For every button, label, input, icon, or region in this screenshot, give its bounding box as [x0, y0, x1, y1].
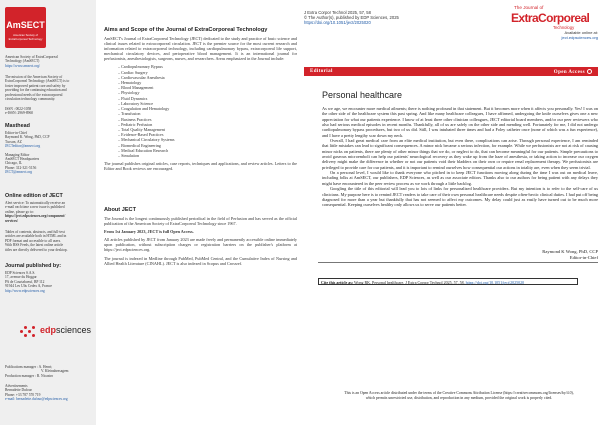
- open-access-line: From 1st January 2023, JECT is full Open Access.: [104, 229, 194, 235]
- topic-item: – Cardiopulmonary Bypass: [118, 64, 163, 70]
- topic-item: – Laboratory Science: [118, 100, 154, 106]
- edp-word: sciences: [56, 325, 92, 335]
- aims-heading: Aims and Scope of the Journal of ExtraCorporeal Technology: [104, 27, 268, 33]
- topics-list: [104, 64, 297, 158]
- signature-name: Raymond K Wong, PhD, CCP: [542, 249, 598, 254]
- toc-line: titles are directly delivered to your desktop.: [5, 247, 68, 252]
- managing-email-link[interactable]: JECT@amsect.org: [5, 170, 33, 175]
- managing-city: Chicago, IL: [5, 161, 23, 166]
- alert-line: Alert service: To automatically receive an: [5, 201, 66, 205]
- alert-heading: Online edition of JECT: [5, 193, 63, 199]
- managers-block: [5, 365, 93, 378]
- topic-item: – Business Practices: [118, 116, 152, 122]
- journal-citation: J Extra Corpor Technol 2025, 57, 58: [304, 10, 371, 15]
- available-label: Available online at:: [564, 30, 598, 35]
- advertisement-heading: Advertisements: [5, 384, 28, 388]
- published-heading: Journal published by:: [5, 263, 62, 269]
- doi-link[interactable]: https://doi.org/10.1051/ject/2025020: [304, 20, 371, 25]
- society-block: [5, 55, 93, 68]
- advertisement-block: [5, 384, 93, 402]
- open-access-icon: [587, 69, 592, 74]
- alert-url-link[interactable]: https://ject.edpsciences.org/component/: [5, 214, 66, 219]
- topic-item: – Pediatric Perfusion: [118, 121, 153, 127]
- article-paragraph: On a personal level, I would like to thank everyone who pitched in to keep JECT functions moving along during the time I was out on medical leave, including folks at AmSECT, our publishers, EDP Sciences, as well as our associate editors. Thanks also to our authors for being patient with any delays they might have encountered in the peer review process as we work through a little backlog.: [322, 170, 598, 186]
- alert-line: online, please go to:: [5, 209, 34, 214]
- available-url-link[interactable]: ject.edpsciences.org: [561, 34, 598, 40]
- editor-name: Raymond K. Wong, PhD, CCP: [5, 135, 50, 140]
- masthead-heading: Masthead: [5, 123, 30, 129]
- license-line: This is an Open Access article distributed under the terms of the Creative Commons Attribution License (https://creativecommons.org/licenses/by/4.0),: [344, 391, 574, 395]
- topic-item: – Physiology: [118, 90, 140, 96]
- issn: ISSN : 0022-1058: [5, 107, 32, 111]
- publisher-line: PA de Courtaboeuf, BP 112: [5, 279, 45, 284]
- aims-closing: The journal publishes original articles, case reports, techniques and applications, and review articles. Letters to the Editor and Book reviews are encouraged.: [104, 161, 297, 172]
- divider: [318, 262, 598, 263]
- topic-item: – Cardiac Surgery: [118, 69, 148, 75]
- open-access-label: Open Access: [553, 70, 585, 75]
- amsect-logo-text: AmSECT: [6, 20, 45, 30]
- topic-item: – Biomedical Engineering: [118, 142, 161, 148]
- alert-line: e-mail each time a new issue is published: [5, 205, 65, 210]
- amsect-logo: [5, 7, 46, 48]
- license-line: which permits unrestricted use, distribution, and reproduction in any medium, provided the original work is properly cited.: [365, 395, 553, 400]
- about-paragraph: The Journal is the longest continuously published periodical in the field of Perfusion and has served as the official publication of the American Society of ExtraCorporeal Technology since 1967.: [104, 216, 297, 227]
- topic-item: – Mechanical Circulatory Systems: [118, 137, 175, 143]
- signature-role: Editor-in-Chief: [569, 255, 598, 260]
- editor-role: Editor-in-Chief: [5, 131, 28, 135]
- amsect-logo-subtitle: American Society of ExtraCorporeal Technology: [8, 33, 43, 41]
- mission-block: [5, 75, 93, 101]
- article-paragraph: Overall, I had great medical care from an elite medical institution, but even there, complications can arise. Through personal experience, I am reminded that little mistakes can lead to significant consequences. A minor nick became a serious infection, for example. While we perfusionists are not at risk of causing minor nicks on patients, there are plenty of other minor things that we do, or neglect to do, that can become meaningful for our patients. Simple precautions to avoid gaseous microemboli can help our patients' neurological recovery as they wake up from the haze of anesthesia, or taking action to increase our oxygen delivery might make the difference in whether or not our patients void their bladders on their own or require renal replacement therapy. We perfusionists are privileged to provide care for our patients, and it is important to remind ourselves how consequential our actions in totality are, even when they seem trivial.: [322, 138, 598, 170]
- cite-doi-link[interactable]: https://doi.org/10.1051/ject/2025020: [465, 280, 525, 285]
- ject-logo: [506, 4, 596, 32]
- aims-paragraph: AmSECT's Journal of ExtraCorporeal Technology (JECT) dedicated to the study and practice of basic science and clinical issues related to extracorporeal circulation. JECT is the premier source for the most current research and information related to extracorporeal technology, including cardiopulmonary bypass, extracorporeal life support, mechanical circulatory devices, and perioperative blood management. It is an international journal for perfusionists, anesthesiologists, surgeons, nurses, and researchers. Areas emphasized in the Journal include:: [104, 36, 297, 62]
- manager-line: V. Kleinahrnsagem: [41, 369, 69, 374]
- section-bar: [304, 67, 598, 76]
- editor-city: Tucson, AZ: [5, 139, 22, 144]
- topic-item: – Coagulation and Hematology: [118, 106, 170, 112]
- topic-item: – Blood Management: [118, 85, 154, 91]
- topic-item: – Fluid Dynamics: [118, 95, 148, 101]
- publisher-line: EDP Sciences S.A.S.: [5, 271, 36, 275]
- index-paragraph: The journal is indexed in Medline through PubMed, PubMed Central, and the Cumulative Index of Nursing and Allied Health Literature (CINAHL). JECT is also indexed in Scopus and Crossref.: [104, 255, 297, 266]
- available-online: [534, 31, 598, 41]
- issn-block: [5, 107, 93, 116]
- about-heading: About JECT: [104, 207, 137, 213]
- alert-block: [5, 193, 93, 223]
- section-label: Editorial: [310, 69, 333, 74]
- society-name-line1: American Society of ExtraCorporeal: [5, 55, 58, 59]
- topic-item: – Evidence-Based Practices: [118, 132, 164, 138]
- manager-line: Production manager : R. Nicastro: [5, 373, 54, 378]
- managing-org: AmSECT Headquarters: [5, 157, 40, 162]
- managing-role: Managing Editor: [5, 152, 30, 157]
- publisher-url-link[interactable]: http://www.edpsciences.org: [5, 288, 45, 293]
- mission-line: professional needs of the extracorporeal: [5, 92, 63, 97]
- cite-text: Wong RK. Personal healthcare. J Extra Corpor Technol 2025, 57, 58.: [354, 280, 465, 285]
- topic-item: – Medical Education Research: [118, 147, 169, 153]
- publisher-line: 17, avenue du Hoggar: [5, 275, 37, 280]
- toc-line: PDF format and accessible to all users.: [5, 238, 61, 243]
- about-section: [104, 207, 297, 266]
- aims-scope-section: [104, 27, 297, 171]
- advertisement-email-link[interactable]: e-mail: bernadette.dufour@edpsciences.org: [5, 397, 68, 402]
- article-paragraph: Googling the title of this editorial will lead you to lots of links for personalized healthcare providers. But my intention is to refer to the self-care of us clinicians. My purpose here is to remind JECT readers to take care of their own personal healthcare needs despite often-hectic clinical duties. I had put off being diagnosed for more than a year but thankfully that has not seemed to affect my outcomes. My delay could just as easily have turned out to be much more consequential. Keeping ourselves healthy only allows us to serve our patients better.: [322, 186, 598, 208]
- toc-line: Tables of contents, abstracts, and full-text: [5, 230, 65, 234]
- edp-dots-icon: [20, 326, 38, 338]
- signature-block: [470, 249, 598, 261]
- ject-logo-bottom: Technology: [553, 25, 575, 30]
- topic-item: – Hematology: [118, 80, 142, 86]
- toc-block: [5, 230, 93, 252]
- e-issn: e-ISSN: 2969-8960: [5, 111, 34, 116]
- editor-email-link[interactable]: JECTeditor@amsect.org: [5, 144, 41, 149]
- topic-item: – Total Quality Management: [118, 126, 166, 132]
- topic-item: – Transfusion: [118, 111, 141, 117]
- masthead-block: [5, 123, 93, 175]
- edp-sciences-logo: [20, 324, 92, 340]
- manager-line: Publications manager : A. Henri;: [5, 365, 53, 369]
- topic-item: – Simulation: [118, 152, 140, 158]
- society-name-line2: Technology (AmSECT): [5, 59, 40, 64]
- published-block: [5, 263, 93, 293]
- article-paragraph: As we age, we encounter more medical ailments; there is nothing profound in that statement. But it becomes more when it affects you personally. Yes! I was on the other side of the healthcare system this past spring. And like many healthcare colleagues, I have affirmed, undergoing the knife ourselves gives one a new appreciation for what our patients experience. I know of at least three other clinician colleagues, JECT editorial board members, and/or our peer reviewers who also had serious medical episodes in recent months. Thankfully, all of us are safely on the other side and mending well. Fortunately for me, I did not undergo cardiopulmonary bypass procedures, but two of us did. Still, I was intubated three times and had a Foley catheter once (none of which was a fun experience), and I have a pretty lengthy scar down my neck.: [322, 106, 598, 138]
- edp-brand: edp: [40, 325, 57, 335]
- cite-label: Cite this article as:: [321, 280, 354, 285]
- mission-line: circulation technology community.: [5, 97, 56, 102]
- open-access-paragraph: All articles published by JECT from January 2023 are made freely and permanently accessible online immediately upon publication, without subscription charges or registration barriers on the publisher's platform at https://ject.edpsciences.org.: [104, 237, 297, 253]
- journal-reference: [304, 10, 454, 25]
- advertisement-name: Bernadette Dufour: [5, 388, 32, 393]
- mission-line: ExtraCorporeal Technology (AmSECT) is to: [5, 79, 70, 84]
- advertisement-phone: Phone: +33 787 570 719: [5, 392, 41, 397]
- alert-url-link-cont[interactable]: services/: [5, 218, 18, 223]
- mission-line: The mission of the American Society of: [5, 75, 63, 79]
- society-url-link[interactable]: https://www.amsect.org/: [5, 63, 41, 68]
- ject-logo-top: The Journal of: [514, 5, 544, 10]
- license-notice: [318, 391, 600, 400]
- mission-line: foster improved patient care and safety by: [5, 83, 66, 88]
- copyright: © The Author(s), published by EDP Sciences, 2025: [304, 15, 399, 20]
- citation-box: [318, 278, 578, 285]
- article-body: [322, 106, 598, 208]
- managing-phone: Phone: 312-321-5156: [5, 165, 37, 170]
- article-title: Personal healthcare: [322, 90, 403, 100]
- toc-line: With RSS Feeds, the latest online article: [5, 243, 64, 248]
- publisher-line: 91944 Les Ulis Cedex A, France: [5, 284, 52, 289]
- topic-item: – Cardiovascular Anesthesia: [118, 74, 165, 80]
- mission-line: providing for the continuing education and: [5, 88, 67, 93]
- toc-line: articles are available both in HTML and in: [5, 234, 67, 239]
- ject-logo-main: ExtraCorporeal: [511, 11, 590, 25]
